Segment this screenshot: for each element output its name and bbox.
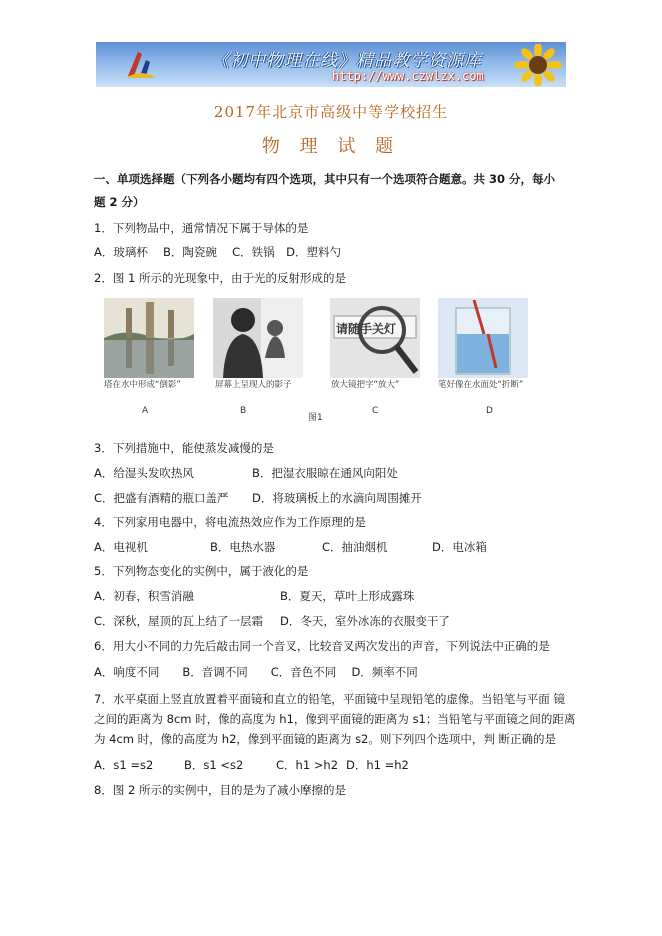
q6-options: A．响度不同 B．音调不同 C．音色不同 D．频率不同 <box>94 665 418 679</box>
q3-option-b: B．把湿衣服晾在通风向阳处 <box>252 466 398 480</box>
resource-logo-icon <box>124 46 158 82</box>
banner-title: 《初中物理在线》精品教学资源库 <box>212 51 482 71</box>
q7-stem-line1: 7．水平桌面上竖直放置着平面镜和直立的铅笔，平面镜中呈现铅笔的虚像。当铅笔与平面 镜 <box>94 692 565 706</box>
section-heading-cont: 题 2 分） <box>94 195 145 209</box>
figure-b-letter: B <box>240 406 247 416</box>
figure-c-caption: 放大镜把字“放大” <box>331 380 400 390</box>
q7-option-a: A．s1 =s2 <box>94 758 154 772</box>
q4-option-a: A．电视机 <box>94 540 148 554</box>
figure-d-pencil-in-water <box>438 298 528 378</box>
figure-d-letter: D <box>486 406 493 416</box>
q7-option-b: B．s1 <s2 <box>184 758 244 772</box>
q5-option-d: D．冬天，室外冰冻的衣服变干了 <box>280 614 450 628</box>
q3-stem: 3．下列措施中，能使蒸发减慢的是 <box>94 441 274 455</box>
figure-a-letter: A <box>142 406 149 416</box>
q7-stem-line3: 为 4cm 时，像的高度为 h2，像到平面镜的距离为 s2。则下列四个选项中，判 断正确的是 <box>94 732 557 746</box>
q2-stem: 2．图 1 所示的光现象中，由于光的反射形成的是 <box>94 271 346 285</box>
figure-a-caption: 塔在水中形成“倒影” <box>104 380 181 390</box>
q1-options: A．玻璃杯 B．陶瓷碗 C．铁锅 D．塑料勺 <box>94 245 341 259</box>
figure-c-magnifier <box>330 298 420 378</box>
q8-stem: 8．图 2 所示的实例中，目的是为了减小摩擦的是 <box>94 783 346 797</box>
q3-option-c: C．把盛有酒精的瓶口盖严 <box>94 491 229 505</box>
q3-option-d: D．将玻璃板上的水滴向周围摊开 <box>252 491 422 505</box>
figure-d-caption: 笔好像在水面处“折断” <box>438 380 524 390</box>
figure-a-pagoda-reflection <box>104 298 194 378</box>
q7-option-d: D．h1 =h2 <box>346 758 409 772</box>
q4-stem: 4．下列家用电器中，将电流热效应作为工作原理的是 <box>94 515 366 529</box>
sunflower-icon <box>498 44 562 86</box>
figure-c-letter: C <box>372 406 379 416</box>
q4-option-d: D．电冰箱 <box>432 540 487 554</box>
banner-url: http://www.czwlzx.com <box>332 69 484 83</box>
figure-b-caption: 屏幕上呈现人的影子 <box>215 380 292 390</box>
q4-option-b: B．电热水器 <box>210 540 276 554</box>
exam-title: 2017年北京市高级中等学校招生 <box>213 103 449 121</box>
header-banner <box>96 42 566 87</box>
section-heading: 一、单项选择题（下列各小题均有四个选项，其中只有一个选项符合题意。共 30 分，每小 <box>94 172 556 186</box>
q5-stem: 5．下列物态变化的实例中，属于液化的是 <box>94 564 309 578</box>
q4-option-c: C．抽油烟机 <box>322 540 388 554</box>
exam-subtitle: 物 理 试 题 <box>261 136 401 157</box>
q5-option-b: B．夏天，草叶上形成露珠 <box>280 589 415 603</box>
q7-option-c: C．h1 >h2 <box>276 758 339 772</box>
figure-c-sign-text: 请随手关灯 <box>336 322 397 336</box>
q5-option-c: C．深秋，屋顶的瓦上结了一层霜 <box>94 614 264 628</box>
q5-option-a: A．初春，积雪消融 <box>94 589 194 603</box>
figure-1-label: 图1 <box>308 413 323 423</box>
q6-stem: 6．用大小不同的力先后敲击同一个音叉，比较音叉两次发出的声音，下列说法中正确的是 <box>94 639 550 653</box>
q7-stem-line2: 之间的距离为 8cm 时，像的高度为 h1，像到平面镜的距离为 s1；当铅笔与平面镜之间的距离 <box>94 712 576 726</box>
q1-stem: 1．下列物品中，通常情况下属于导体的是 <box>94 221 309 235</box>
q3-option-a: A．给湿头发吹热风 <box>94 466 194 480</box>
figure-b-shadow <box>213 298 303 378</box>
